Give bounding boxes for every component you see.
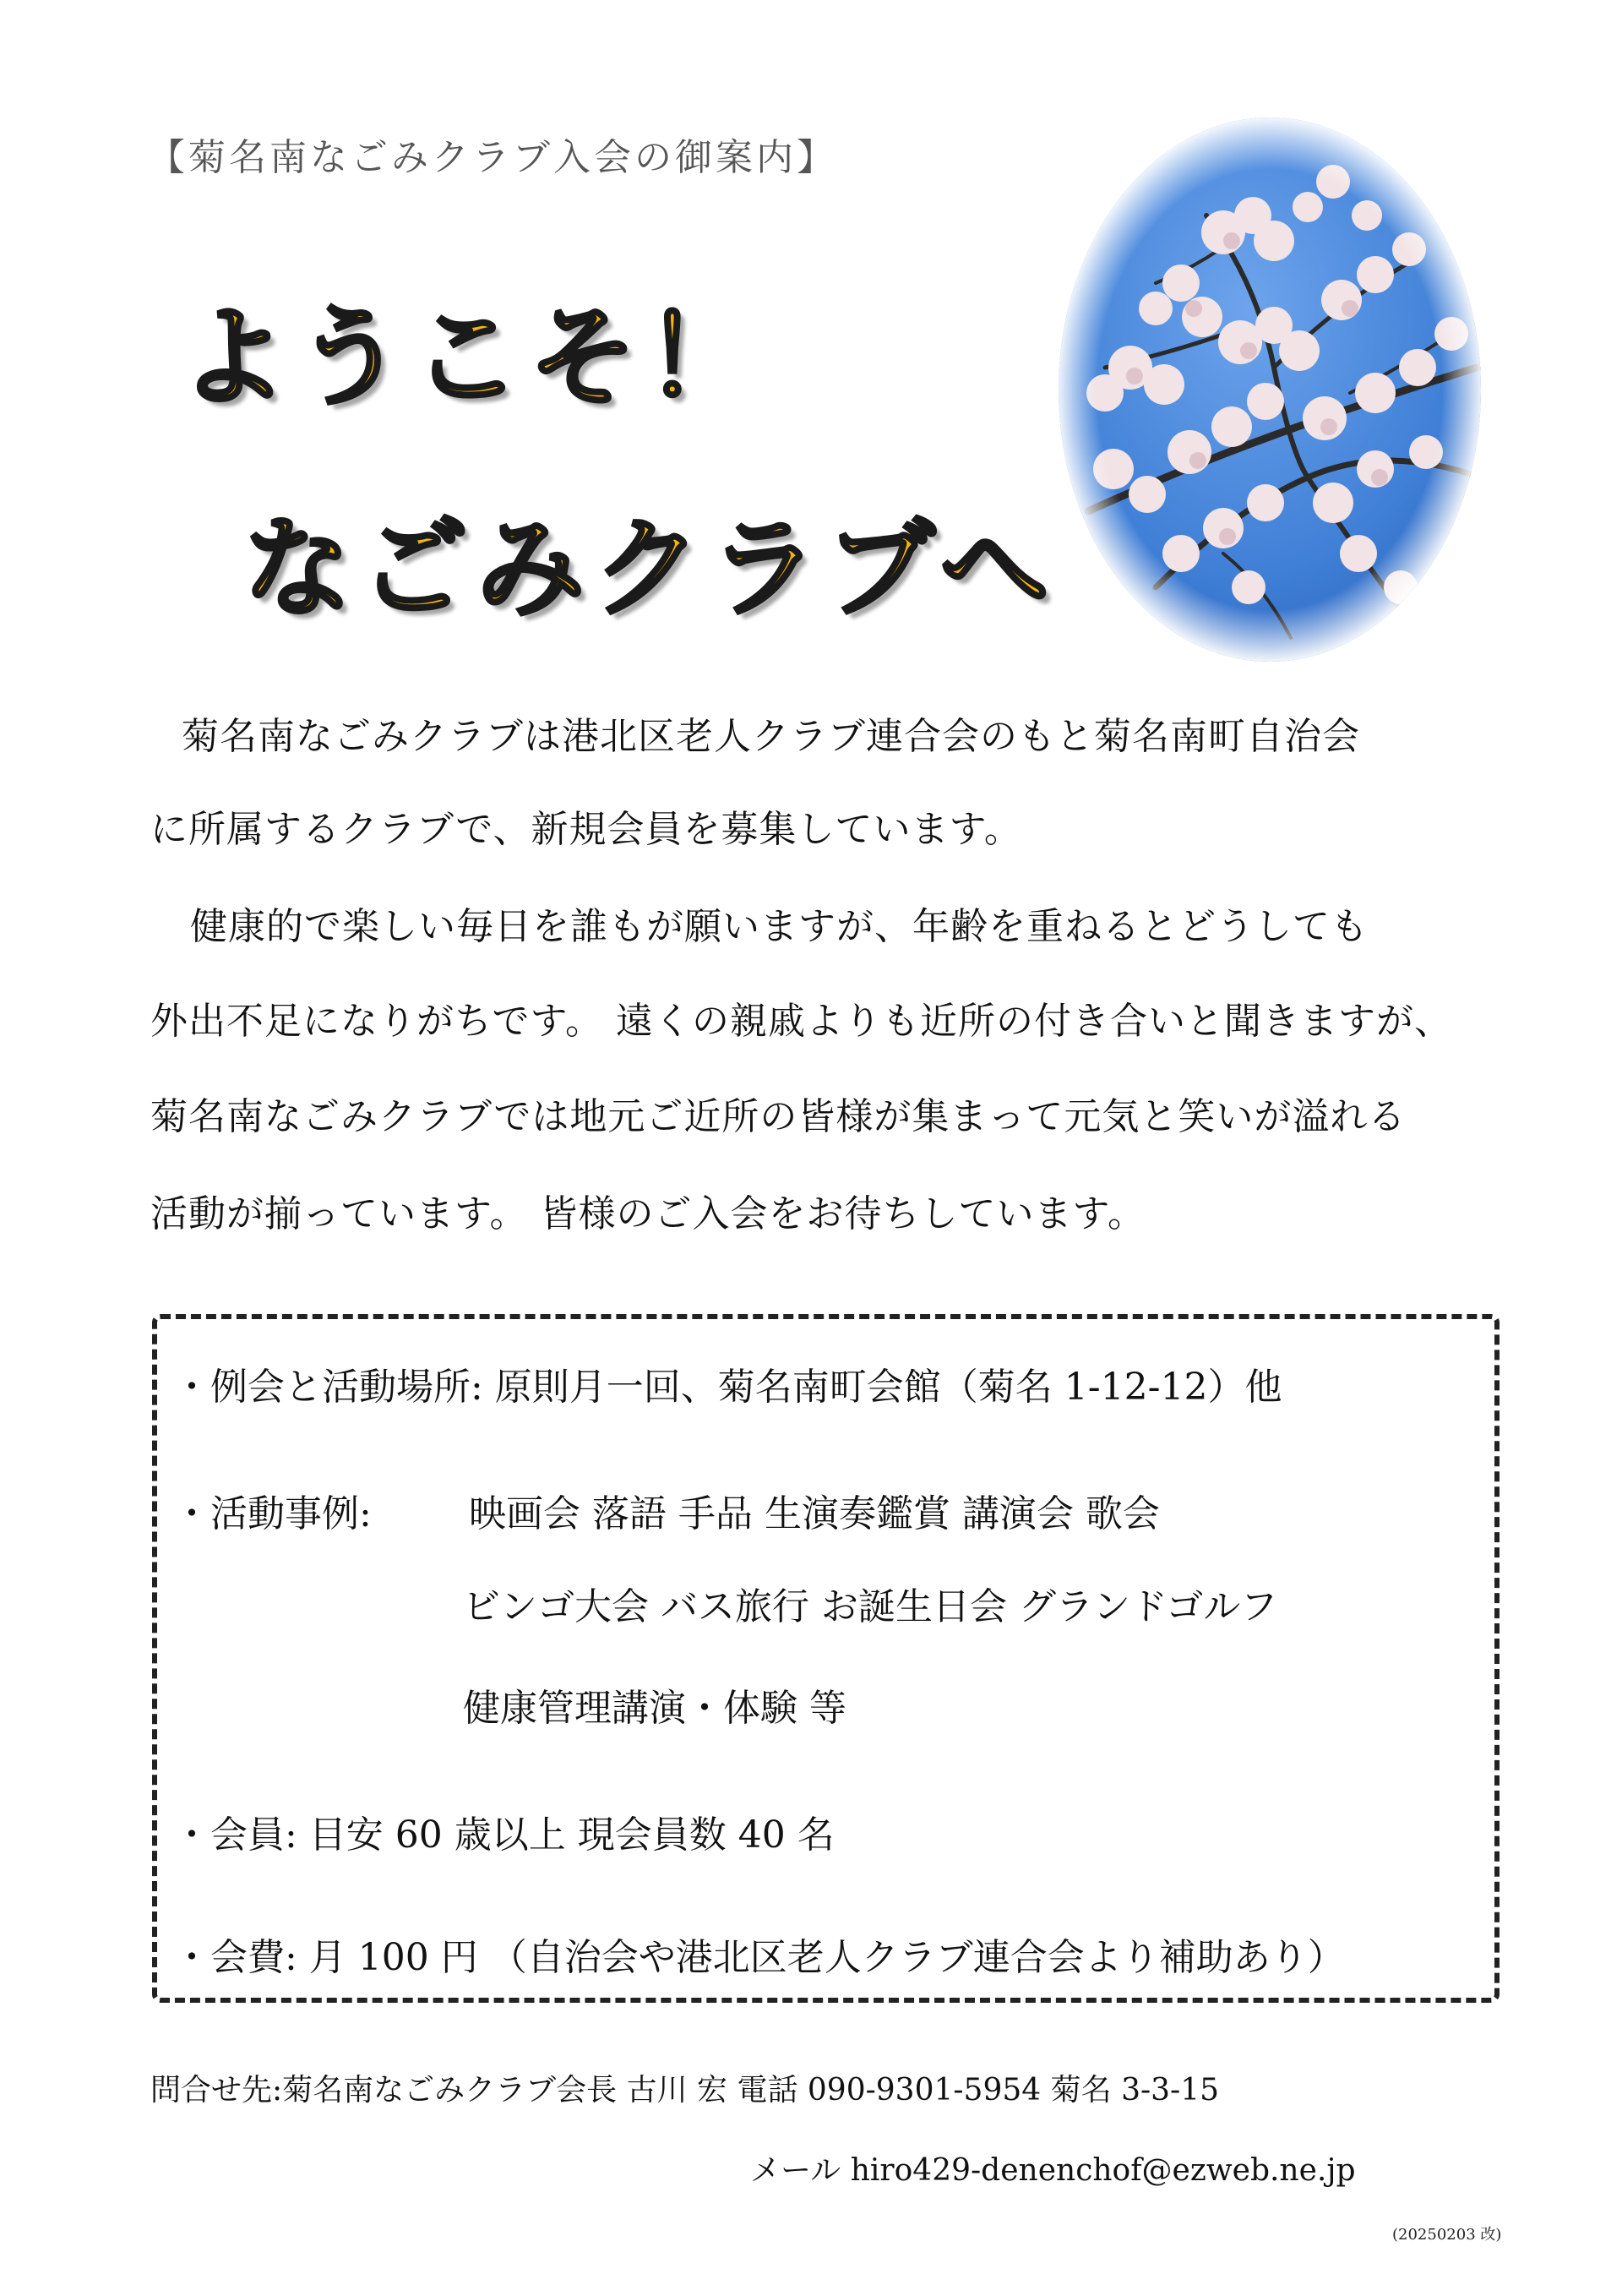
intro-line-5: 菊名南なごみクラブでは地元ご近所の皆様が集まって元気と笑いが溢れる <box>150 1095 1407 1138</box>
intro-line-3: 健康的で楽しい毎日を誰もが願いますが、年齢を重ねるとどうしても <box>190 905 1369 948</box>
meeting-info: ・例会と活動場所: 原則月一回、菊名南町会館（菊名 1-12-12）他 <box>173 1366 1282 1409</box>
headline-welcome: ようこそ！ <box>179 295 763 421</box>
fee-info: ・会費: 月 100 円 （自治会や港北区老人クラブ連合会より補助あり） <box>173 1936 1345 1979</box>
intro-line-4: 外出不足になりがちです。 遠くの親戚よりも近所の付き合いと聞きますが、 <box>150 1000 1453 1043</box>
cherry-blossom-photo <box>1054 114 1485 665</box>
contact-email: メール hiro429-denenchof@ezweb.ne.jp <box>750 2153 1356 2188</box>
activities-line-3: 健康管理講演・体験 等 <box>463 1687 846 1730</box>
intro-line-1: 菊名南なごみクラブは港北区老人クラブ連合会のもと菊名南町自治会 <box>182 715 1360 758</box>
revision-note: (20250203 改) <box>1392 2226 1502 2244</box>
activities-line-2: ビンゴ大会 バス旅行 お誕生日会 グランドゴルフ <box>463 1585 1278 1628</box>
members-info: ・会員: 目安 60 歳以上 現会員数 40 名 <box>173 1813 835 1857</box>
intro-line-6: 活動が揃っています。 皆様のご入会をお待ちしています。 <box>150 1192 1146 1235</box>
activities-line-1: 映画会 落語 手品 生演奏鑑賞 講演会 歌会 <box>469 1492 1160 1535</box>
activities-label: ・活動事例: <box>173 1492 372 1535</box>
headline-club-name: なごみクラブへ <box>243 506 1058 632</box>
document-caption: 【菊名南なごみクラブ入会の御案内】 <box>148 136 837 179</box>
intro-line-2: に所属するクラブで、新規会員を募集しています。 <box>150 808 1022 851</box>
contact-line: 問合せ先:菊名南なごみクラブ会長 古川 宏 電話 090-9301-5954 菊名 3-3-15 <box>150 2073 1220 2108</box>
info-box <box>152 1314 1500 2003</box>
